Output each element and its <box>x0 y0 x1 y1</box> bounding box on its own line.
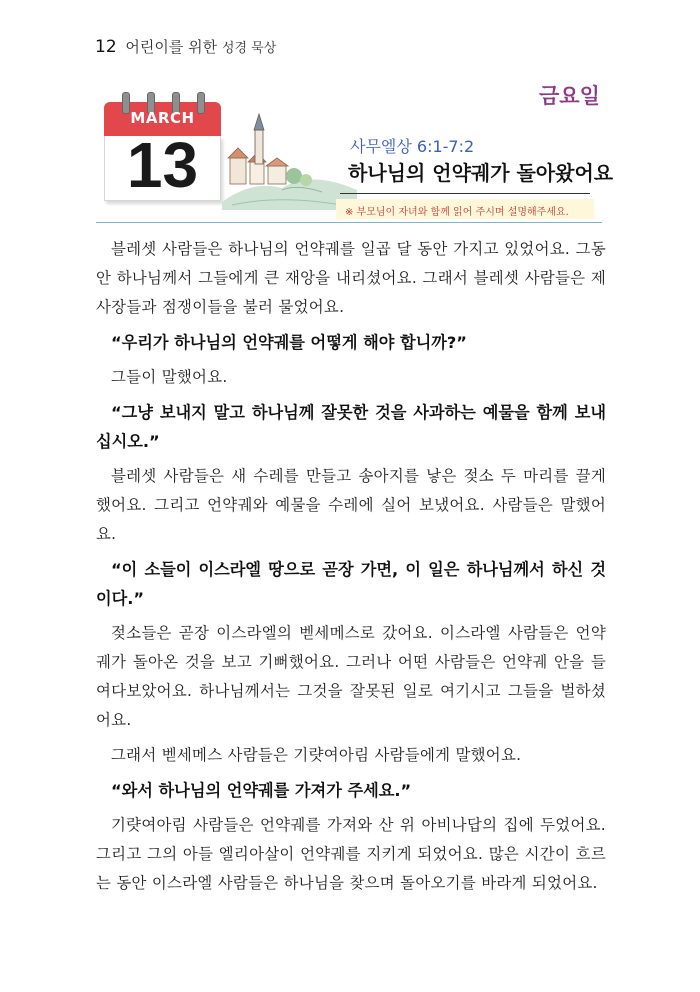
calendar-date: 13 <box>126 129 199 201</box>
paragraph: 그들이 말했어요. <box>111 368 228 386</box>
scripture-reference: 사무엘상 6:1-7:2 <box>350 137 475 156</box>
quotation: “우리가 하나님의 언약궤를 어떻게 해야 합니까?” <box>111 333 467 352</box>
book-title: 어린이를 위한 <box>125 38 218 56</box>
page-number: 12 <box>95 37 117 57</box>
paragraph: 그래서 벧세메스 사람들은 기럇여아림 사람들에게 말했어요. <box>111 746 522 764</box>
calendar-month: MARCH <box>130 109 195 127</box>
parent-note: ※ 부모님이 자녀와 함께 읽어 주시며 설명해주세요. <box>345 207 569 218</box>
village-illustration <box>222 110 357 210</box>
calendar-icon <box>104 92 221 202</box>
quotation: “그냥 보내지 말고 하나님께 잘못한 것을 사과하는 예물을 함께 보내십시오.” <box>96 403 606 451</box>
quotation: “와서 하나님의 언약궤를 가져가 주세요.” <box>111 781 412 800</box>
lesson-title: 하나님의 언약궤가 돌아왔어요 <box>348 161 614 185</box>
book-subtitle: 성경 묵상 <box>221 41 277 56</box>
paragraph: 젖소들은 곧장 이스라엘의 벧세메스로 갔어요. 이스라엘 사람들은 언약궤가 돌아온 것을 보고 기뻐했어요. 그러나 어떤 사람들은 언약궤 안을 들여다보았어요. 하나님께서는 그것을 잘못된 일로 여기시고 그들을 벌하셨어요. <box>96 624 606 729</box>
quotation: “이 소들이 이스라엘 땅으로 곧장 가면, 이 일은 하나님께서 하신 것이다.” <box>96 560 606 608</box>
paragraph: 블레셋 사람들은 하나님의 언약궤를 일곱 달 동안 가지고 있었어요. 그동안 하나님께서 그들에게 큰 재앙을 내리셨어요. 그래서 블레셋 사람들은 제사장들과 점쟁이들을 불러 물었어요. <box>96 240 606 316</box>
header-divider <box>96 222 602 223</box>
paragraph: 기럇여아림 사람들은 언약궤를 가져와 산 위 아비나답의 집에 두었어요. 그리고 그의 아들 엘리아살이 언약궤를 지키게 되었어요. 많은 시간이 흐르는 동안 이스라엘 사람들은 하나님을 찾으며 돌아오기를 바라게 되었어요. <box>96 816 606 892</box>
weekday-label: 금요일 <box>539 84 600 108</box>
story-body <box>96 235 606 904</box>
title-underline <box>340 193 590 194</box>
paragraph: 블레셋 사람들은 새 수레를 만들고 송아지를 낳은 젖소 두 마리를 끌게 했어요. 그리고 언약궤와 예물을 수레에 실어 보냈어요. 사람들은 말했어요. <box>96 467 606 543</box>
running-head <box>95 36 276 57</box>
